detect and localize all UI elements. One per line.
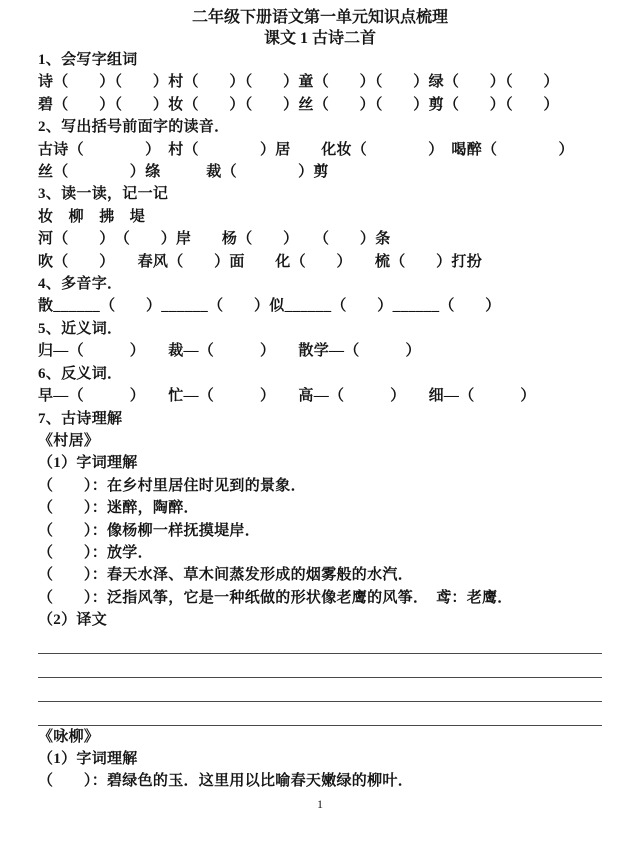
poem-2-subheader-words: （1）字词理解: [38, 750, 138, 767]
section-3-fill-row-1: 河（ ） （ ）岸 杨（ ） （ ）条: [38, 231, 391, 248]
translation-answer-area: [38, 632, 602, 726]
section-4-polyphone-row: 散______（ ）______（ ）似______（ ）______（ ）: [38, 298, 501, 315]
poem-1-subheader-translation: （2）译文: [38, 612, 108, 629]
section-2-header: 2、写出括号前面字的读音．: [38, 119, 230, 136]
poem-2-definition-1: （ ）：碧绿色的玉．这里用以比喻春天嫩绿的柳叶．: [38, 773, 414, 790]
poem-1-definition-6: （ ）：泛指风筝，它是一种纸做的形状像老鹰的风筝． 鸢：老鹰．: [38, 589, 513, 606]
poem-1-title: 《村居》: [38, 432, 100, 449]
section-2-pinyin-row-1: 古诗（ ） 村（ ）居 化妆（ ） 喝醉（ ）: [38, 141, 574, 158]
page-number: 1: [317, 796, 323, 811]
page-title: 二年级下册语文第一单元知识点梳理: [191, 9, 448, 26]
section-6-header: 6、反义词．: [38, 365, 123, 382]
poem-2-title: 《咏柳》: [38, 728, 100, 745]
section-1-header: 1、会写字组词: [38, 52, 138, 68]
poem-1-subheader-words: （1）字词理解: [38, 455, 138, 472]
section-5-synonym-row: 归—（ ） 裁—（ ） 散学—（ ）: [38, 343, 421, 360]
poem-1-definition-1: （ ）：在乡村里居住时见到的景象．: [38, 477, 306, 494]
section-4-header: 4、多音字．: [38, 276, 123, 293]
section-3-fill-row-2: 吹（ ） 春风（ ）面 化（ ） 梳（ ）打扮: [38, 253, 483, 270]
poem-1-definition-2: （ ）：迷醉，陶醉．: [38, 500, 199, 517]
section-6-antonym-row: 早—（ ） 忙—（ ） 高—（ ） 细—（ ）: [38, 388, 536, 405]
section-7-header: 7、古诗理解: [38, 410, 123, 427]
section-2-pinyin-row-2: 丝（ ）绦 裁（ ）剪: [38, 164, 329, 181]
answer-line-2: [38, 654, 602, 678]
poem-1-definition-5: （ ）：春天水泽、草木间蒸发形成的烟雾般的水汽．: [38, 567, 414, 584]
poem-1-definition-4: （ ）：放学．: [38, 544, 153, 561]
answer-line-1: [38, 632, 602, 654]
section-3-header: 3、读一读，记一记: [38, 186, 169, 203]
answer-line-3: [38, 678, 602, 702]
section-1-word-row-2: 碧（ ）（ ）妆（ ）（ ）丝（ ）（ ）剪（ ）（ ）: [38, 96, 559, 113]
poem-1-definition-3: （ ）：像杨柳一样抚摸堤岸．: [38, 522, 261, 539]
section-1-word-row-1: 诗（ ）（ ）村（ ）（ ）童（ ）（ ）绿（ ）（ ）: [38, 74, 559, 91]
section-3-char-list: 妆 柳 拂 堤: [38, 208, 146, 225]
answer-line-4: [38, 702, 602, 726]
page-subtitle: 课文 1 古诗二首: [263, 30, 376, 47]
section-5-header: 5、近义词．: [38, 320, 123, 337]
